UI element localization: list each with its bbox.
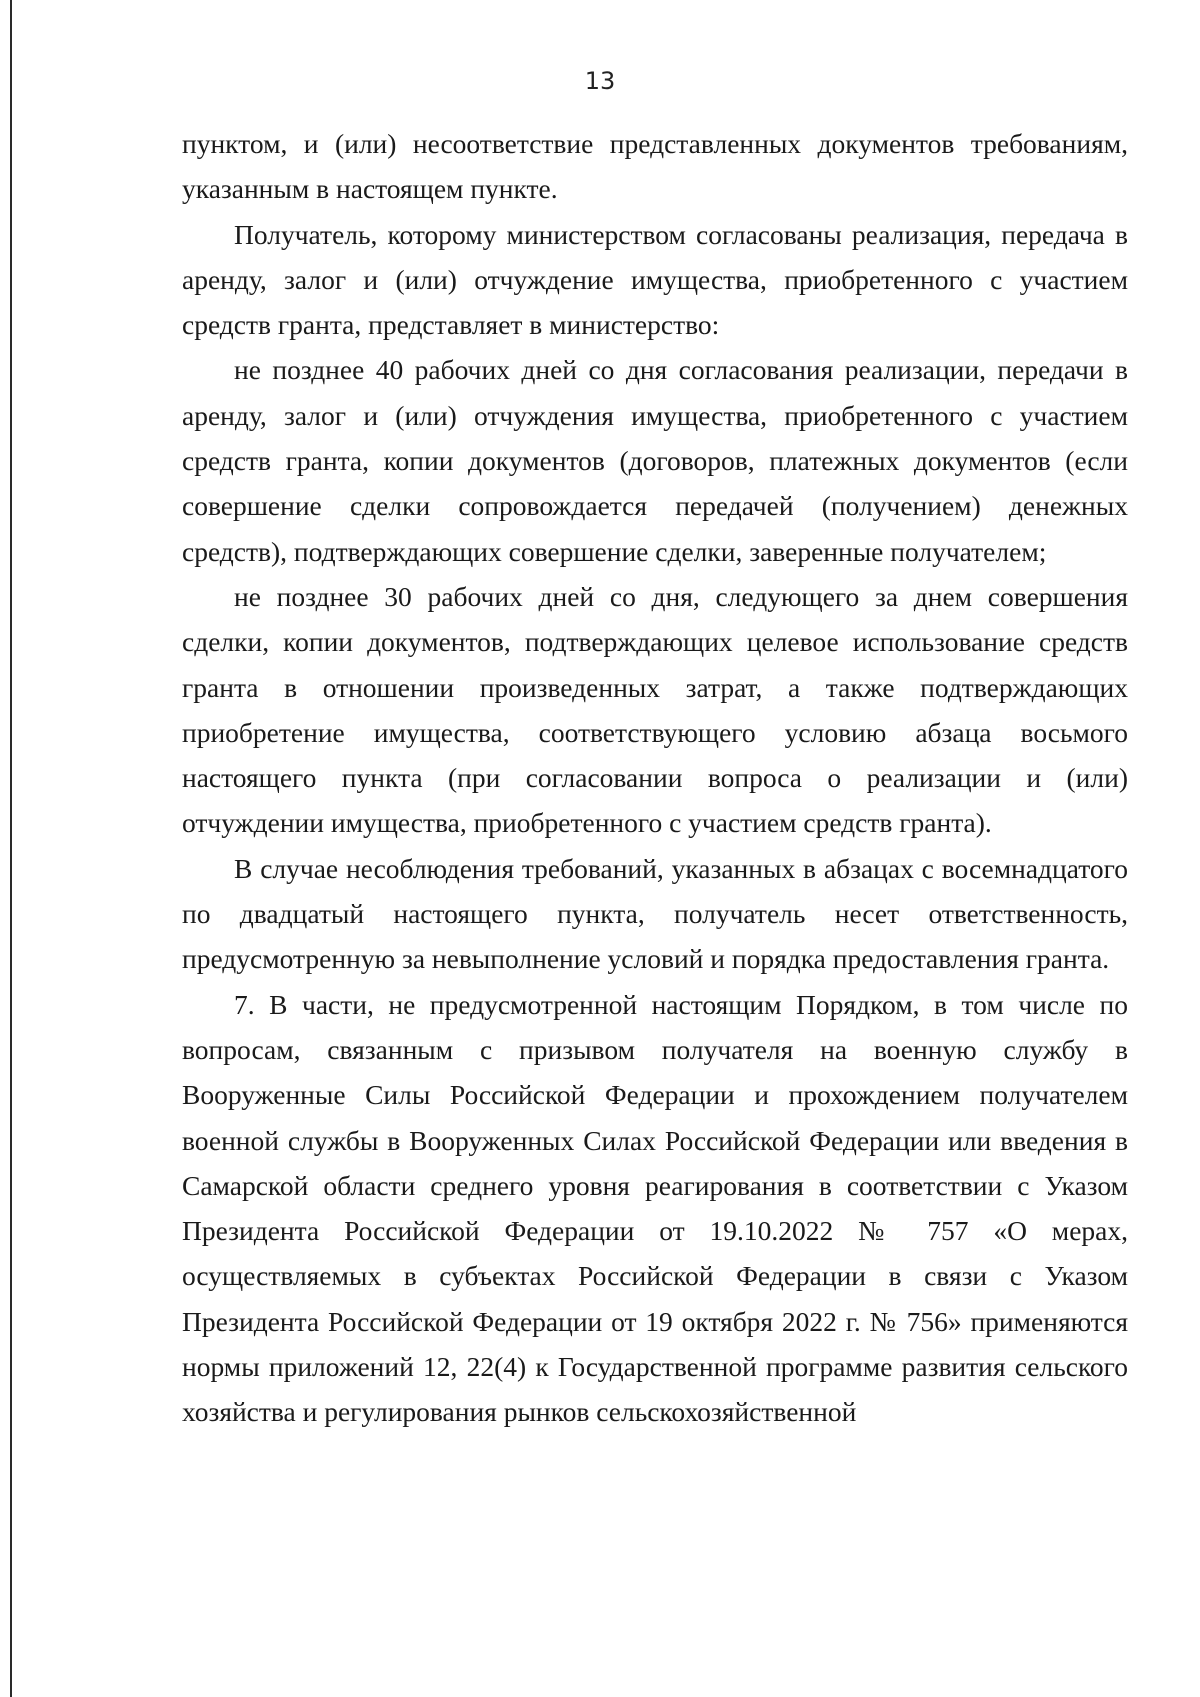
paragraph-30-days: не позднее 30 рабочих дней со дня, следующего за днем совершения сделки, копии документов, подтверждающих целевое использование средств гранта в отношении произведенных затрат, а также подтверждающих приобретение имущества, соответствующего условию абзаца восьмого настоящего пункта (при согласовании вопроса о реализации и (или) отчуждении имущества, приобретенного с участием средств гранта). — [182, 580, 1128, 839]
paragraph-40-days: не позднее 40 рабочих дней со дня согласования реализации, передачи в аренду, залог и (или) отчуждения имущества, приобретенного с участием средств гранта, копии документов (договоров, платежных документов (если совершение сделки сопровождается передачей (получением) денежных средств), подтверждающих совершение сделки, заверенные получателем; — [182, 354, 1128, 567]
paragraph-responsibility: В случае несоблюдения требований, указанных в абзацах с восемнадцатого по двадцатый настоящего пункта, получатель несет ответственность, предусмотренную за невыполнение условий и порядка предоставления гранта. — [182, 852, 1128, 975]
document-body — [182, 121, 1128, 1435]
scan-edge-line — [10, 0, 12, 1697]
paragraph-recipient: Получатель, которому министерством согласованы реализация, передача в аренду, залог и (или) отчуждение имущества, приобретенного с участием средств гранта, представляет в министерство: — [182, 218, 1128, 341]
paragraph-item-7: 7. В части, не предусмотренной настоящим Порядком, в том числе по вопросам, связанным с призывом получателя на военную службу в Вооруженные Силы Российской Федерации и прохождением получателем военной службы в Вооруженных Силах Российской Федерации или введения в Самарской области среднего уровня реагирования в соответствии с Указом Президента Российской Федерации от 19.10.2022 № 757 «О мерах, осуществляемых в субъектах Российской Федерации в связи с Указом Президента Российской Федерации от 19 октября 2022 г. № 756» применяются нормы приложений 12, 22(4) к Государственной программе развития сельского хозяйства и регулирования рынков сельскохозяйственной — [182, 988, 1128, 1428]
page-number: 13 — [584, 67, 616, 95]
paragraph-continuation: пунктом, и (или) несоответствие представленных документов требованиям, указанным в настоящем пункте. — [182, 128, 1128, 205]
